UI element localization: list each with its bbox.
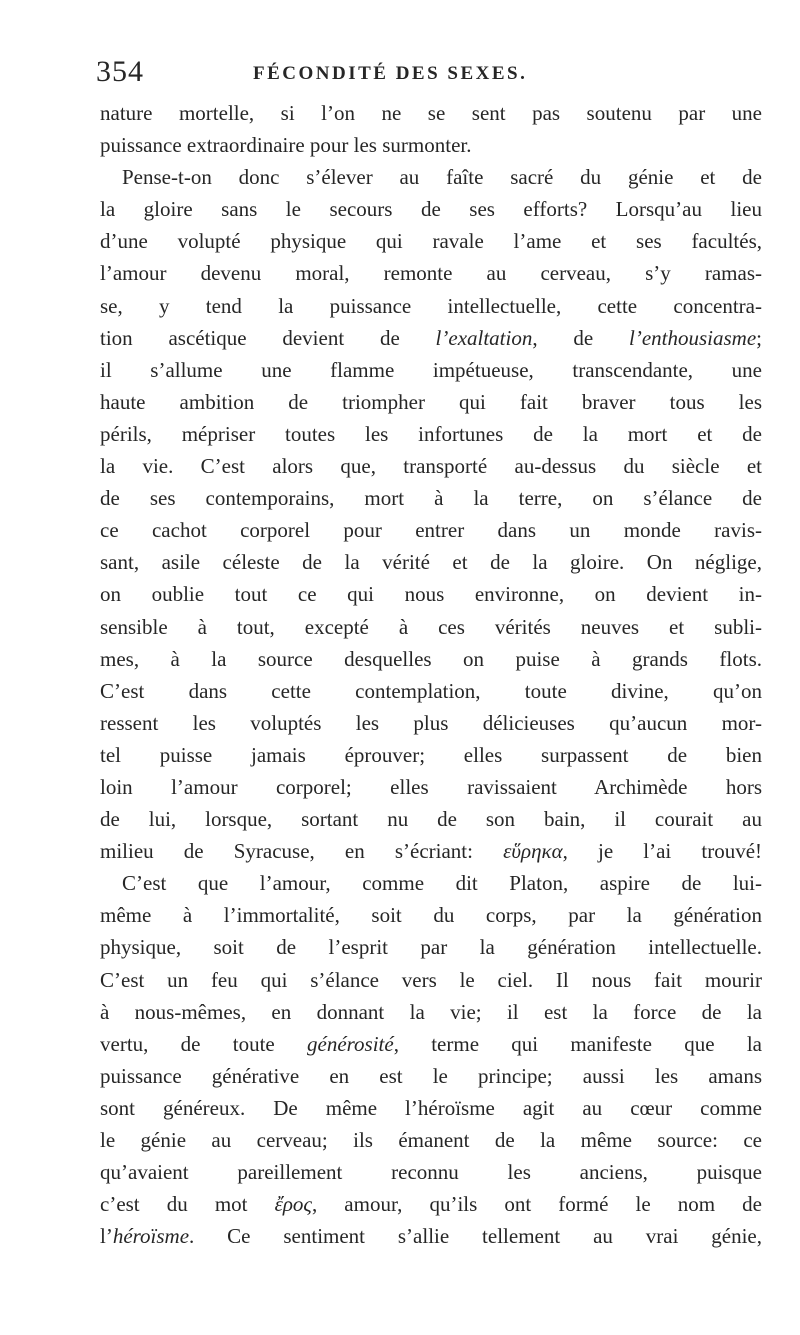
text-segment: loin l’amour corporel; elles ravissaient Archimède hors	[100, 774, 762, 799]
text-segment: sensible à tout, excepté à ces vérités neuves et subli-	[100, 614, 762, 639]
text-line	[100, 514, 762, 546]
text-line	[100, 193, 762, 225]
text-segment: puissance extraordinaire pour les surmonter.	[100, 133, 472, 158]
text-segment: nature mortelle, si l’on ne se sent pas soutenu par une	[100, 101, 762, 125]
text-line	[100, 1124, 762, 1156]
text-line	[100, 1092, 762, 1124]
text-segment: à nous-mêmes, en donnant la vie; il est la force de la	[100, 999, 762, 1024]
running-head: FÉCONDITÉ DES SEXES.	[253, 63, 528, 84]
page-header	[96, 52, 776, 96]
text-segment: puissance générative en est le principe; aussi les amans	[100, 1063, 762, 1088]
text-segment: sant, asile céleste de la vérité et de la gloire. On néglige,	[100, 550, 762, 575]
text-segment: . Ce sentiment s’allie tellement au vrai génie,	[189, 1224, 762, 1249]
text-line	[100, 257, 762, 289]
text-segment: sont généreux. De même l’héroïsme agit au cœur comme	[100, 1095, 762, 1120]
text-line	[100, 803, 762, 835]
text-segment: ;	[756, 325, 762, 350]
text-segment: on oublie tout ce qui nous environne, on devient in-	[100, 582, 762, 607]
text-segment: vertu, de toute	[100, 1031, 307, 1056]
text-segment: haute ambition de triompher qui fait braver tous les	[100, 389, 762, 414]
text-segment: ressent les voluptés les plus délicieuses qu’aucun mor-	[100, 710, 762, 735]
text-line	[100, 707, 762, 739]
text-segment: d’une volupté physique qui ravale l’ame et ses facultés,	[100, 229, 762, 254]
text-line	[100, 1028, 762, 1060]
text-segment: , terme qui manifeste que la	[393, 1031, 762, 1056]
text-segment: de lui, lorsque, sortant nu de son bain, il courait au	[100, 807, 762, 832]
text-line	[100, 899, 762, 931]
text-segment: milieu de Syracuse, en s’écriant:	[100, 839, 504, 864]
text-line	[100, 482, 762, 514]
text-line	[100, 97, 762, 129]
text-line	[100, 867, 762, 899]
text-segment: qu’avaient pareillement reconnu les anciens, puisque	[100, 1160, 762, 1185]
text-segment: tion ascétique devient de	[100, 325, 436, 350]
text-segment: il s’allume une flamme impétueuse, transcendante, une	[100, 357, 762, 382]
text-line	[100, 354, 762, 386]
text-line	[100, 386, 762, 418]
text-segment: de ses contemporains, mort à la terre, on s’élance de	[100, 486, 762, 511]
text-line	[100, 161, 762, 193]
text-line	[100, 964, 762, 996]
text-segment: , je l’ai trouvé!	[562, 839, 763, 864]
text-line	[100, 611, 762, 643]
text-segment: la vie. C’est alors que, transporté au-dessus du siècle et	[100, 454, 762, 479]
text-line	[100, 643, 762, 675]
italic-text: générosité	[307, 1031, 394, 1056]
text-line	[100, 1188, 762, 1220]
text-segment: se, y tend la puissance intellectuelle, cette concentra-	[100, 293, 762, 318]
text-segment: périls, mépriser toutes les infortunes de la mort et de	[100, 421, 762, 446]
text-line	[100, 1060, 762, 1092]
text-segment: mes, à la source desquelles on puise à grands flots.	[100, 646, 762, 671]
text-line	[100, 450, 762, 482]
text-segment: tel puisse jamais éprouver; elles surpassent de bien	[100, 742, 762, 767]
text-line	[100, 129, 762, 161]
text-segment: la gloire sans le secours de ses efforts? Lorsqu’au lieu	[100, 197, 762, 222]
text-line	[100, 322, 762, 354]
text-segment: C’est un feu qui s’élance vers le ciel. Il nous fait mourir	[100, 967, 762, 992]
italic-text: ἔρος	[274, 1192, 312, 1217]
text-segment: C’est que l’amour, comme dit Platon, aspire de lui-	[122, 871, 762, 896]
text-line	[100, 546, 762, 578]
text-line	[100, 739, 762, 771]
text-segment: ce cachot corporel pour entrer dans un monde ravis-	[100, 518, 762, 543]
text-segment: même à l’immortalité, soit du corps, par la génération	[100, 903, 762, 928]
italic-text: héroïsme	[112, 1224, 190, 1249]
italic-text: l’exaltation	[435, 325, 533, 350]
text-segment: le génie au cerveau; ils émanent de la même source: ce	[100, 1128, 762, 1152]
body-text	[100, 97, 762, 1252]
text-segment: Pense-t-on donc s’élever au faîte sacré du génie et de	[122, 165, 762, 190]
text-segment: , de	[532, 325, 629, 350]
page-number: 354	[96, 55, 144, 88]
text-segment: l’	[100, 1224, 113, 1249]
text-segment: l’amour devenu moral, remonte au cerveau, s’y ramas-	[100, 261, 762, 286]
text-line	[100, 996, 762, 1028]
text-segment: , amour, qu’ils ont formé le nom de	[311, 1192, 762, 1217]
text-line	[100, 1156, 762, 1188]
text-segment: c’est du mot	[100, 1192, 275, 1217]
text-line	[100, 418, 762, 450]
text-segment: physique, soit de l’esprit par la génération intellectuelle.	[100, 935, 762, 960]
text-line	[100, 835, 762, 867]
text-line	[100, 290, 762, 322]
text-line	[100, 578, 762, 610]
text-line	[100, 931, 762, 963]
text-line	[100, 225, 762, 257]
text-line	[100, 771, 762, 803]
text-line	[100, 1220, 762, 1252]
text-segment: C’est dans cette contemplation, toute divine, qu’on	[100, 678, 762, 703]
italic-text: l’enthousiasme	[629, 325, 757, 350]
text-line	[100, 675, 762, 707]
italic-text: εὕρηκα	[503, 839, 563, 864]
